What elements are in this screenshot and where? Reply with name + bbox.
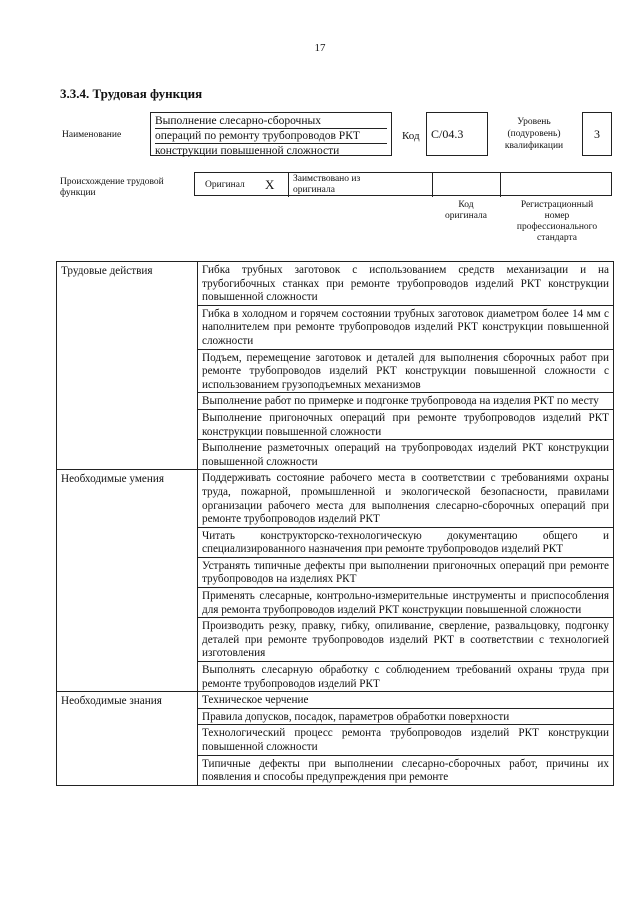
function-name-line-1: Выполнение слесарно-сборочных [155, 114, 387, 129]
table-cell: Подъем, перемещение заготовок и деталей для выполнения сборочных работ при ремонте трубопроводов изделий РКТ конструкции повышенной сложности с использованием грузоподъемных механизмов [198, 349, 614, 393]
table-cell: Устранять типичные дефекты при выполнении пригоночных операций при ремонте трубопроводов на изделиях РКТ [198, 557, 614, 587]
function-name-line-3: конструкции повышенной сложности [155, 145, 340, 157]
table-cell: Гибка трубных заготовок с использованием средств механизации и на трубогибочных станках при ремонте трубопроводов изделий РКТ конструкции повышенной сложности [198, 262, 614, 306]
section-heading-labor-actions: Трудовые действия [57, 262, 198, 470]
level-value: 3 [582, 112, 612, 156]
borrowed-label-line-2: оригинала [293, 185, 335, 195]
level-label-line-1: Уровень [517, 117, 551, 127]
reg-number-caption-line-2: номер [544, 211, 570, 221]
table-cell: Технологический процесс ремонта трубопроводов изделий РКТ конструкции повышенной сложности [198, 725, 614, 755]
code-value: С/04.3 [426, 112, 488, 156]
level-label-line-2: (подуровень) [507, 129, 561, 139]
function-name-box [150, 112, 392, 156]
origin-code-caption-line-1: Код [458, 200, 474, 210]
borrowed-cell [289, 173, 433, 197]
function-name-line-2: операций по ремонту трубопроводов РКТ [155, 129, 387, 144]
table-cell: Правила допусков, посадок, параметров обработки поверхности [198, 708, 614, 725]
code-label: Код [402, 130, 420, 142]
reg-number-caption-line-1: Регистрационный [520, 200, 594, 210]
origin-code-caption-line-2: оригинала [445, 211, 487, 221]
table-row [57, 470, 614, 527]
reg-number-caption [502, 200, 612, 244]
table-cell: Выполнение работ по примерке и подгонке трубопровода на изделия РКТ по месту [198, 393, 614, 410]
table-cell: Поддерживать состояние рабочего места в соответствии с требованиями охраны труда, пожарной, промышленной и экологической безопасности, правилами организации рабочего места для выполнения слесарно-сборочных операций при ремонте трубопроводов изделий РКТ [198, 470, 614, 527]
section-heading-required-knowledge: Необходимые знания [57, 692, 198, 786]
name-label: Наименование [62, 130, 122, 140]
page-number: 17 [314, 42, 326, 54]
section-title: 3.3.4. Трудовая функция [60, 86, 203, 101]
table-row [57, 692, 614, 709]
table-row [57, 262, 614, 306]
origin-label-line-2: функции [60, 188, 96, 198]
reg-number-caption-line-4: стандарта [537, 233, 577, 243]
table-cell: Выполнение разметочных операций на трубопроводах изделий РКТ конструкции повышенной сложности [198, 440, 614, 470]
borrowed-label-line-1: Заимствовано из [293, 174, 361, 184]
original-cell [195, 173, 289, 197]
table-cell: Гибка в холодном и горячем состоянии трубных заготовок диаметром более 14 мм с наполнителем при ремонте трубопроводов изделий РКТ конструкции повышенной сложности [198, 305, 614, 349]
reg-number-cell [501, 173, 611, 197]
table-cell: Выполнение пригоночных операций при ремонте трубопроводов изделий РКТ конструкции повышенной сложности [198, 409, 614, 439]
table-cell: Типичные дефекты при выполнении слесарно-сборочных работ, причины их появления и способы предупреждения при ремонте [198, 755, 614, 785]
origin-label-line-1: Происхождение трудовой [60, 177, 164, 187]
table-cell: Применять слесарные, контрольно-измерительные инструменты и приспособления для ремонта трубопроводов изделий РКТ конструкции повышенной сложности [198, 588, 614, 618]
level-label [492, 116, 576, 152]
table-cell: Техническое черчение [198, 692, 614, 709]
origin-row [194, 172, 612, 196]
level-label-line-3: квалификации [504, 141, 564, 151]
table-cell: Производить резку, правку, гибку, опиливание, сверление, развальцовку, подгонку деталей при ремонте трубопроводов изделий РКТ в соответствии с технологией изготовления [198, 618, 614, 662]
borrowed-label [293, 174, 360, 196]
original-label: Оригинал [205, 180, 245, 190]
origin-code-cell [433, 173, 501, 197]
original-mark: X [265, 177, 275, 192]
section-heading-required-skills: Необходимые умения [57, 470, 198, 692]
table-cell: Читать конструкторско-технологическую документацию общего и специализированного назначения при ремонте трубопроводов изделий РКТ [198, 527, 614, 557]
origin-label [60, 177, 190, 199]
origin-code-caption [432, 200, 500, 222]
table-cell: Выполнять слесарную обработку с соблюдением требований охраны труда при ремонте трубопроводов изделий РКТ [198, 662, 614, 692]
reg-number-caption-line-3: профессионального [516, 222, 598, 232]
function-details-table [56, 261, 614, 786]
